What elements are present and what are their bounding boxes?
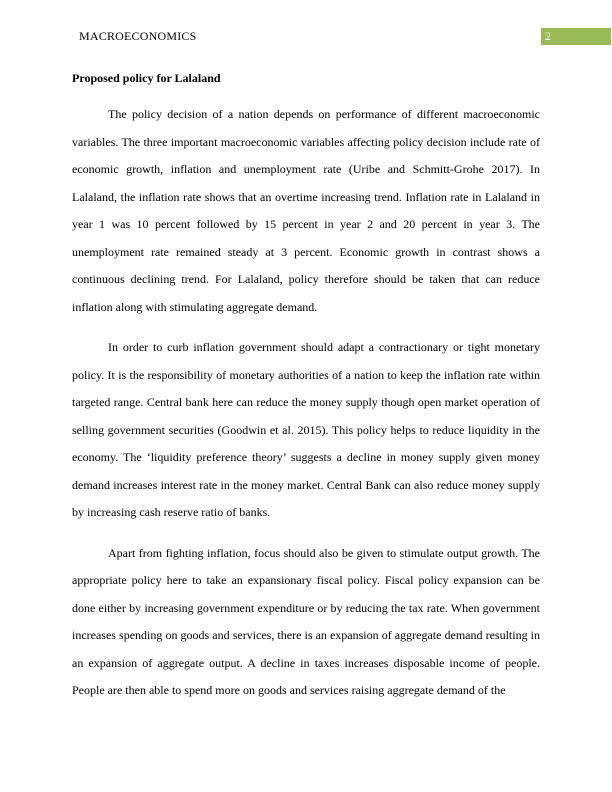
paragraph-1: The policy decision of a nation depends on performance of different macroeconomic variables. The three important macroeconomic variables affecting policy decision include rate of economic growth, inflation and unemployment rate (Uribe and Schmitt-Grohe 2017). In Lalaland, the inflation rate shows that an overtime increasing trend. Inflation rate in Lalaland in year 1 was 10 percent followed by 15 percent in year 2 and 20 percent in year 3. The unemployment rate remained steady at 3 percent. Economic growth in contrast shows a continuous declining trend. For Lalaland, policy therefore should be taken that can reduce inflation along with stimulating aggregate demand. <box>72 107 540 314</box>
page-number: 2 <box>541 28 611 45</box>
paragraph-3: Apart from fighting inflation, focus should also be given to stimulate output growth. The appropriate policy here to take an expansionary fiscal policy. Fiscal policy expansion can be done either by increasing government expenditure or by reducing the tax rate. When government increases spending on goods and services, there is an expansion of aggregate demand resulting in an expansion of aggregate output. A decline in taxes increases disposable income of people. People are then able to spend more on goods and services raising aggregate demand of the <box>72 545 540 697</box>
paragraph-2: In order to curb inflation government should adapt a contractionary or tight monetary policy. It is the responsibility of monetary authorities of a nation to keep the inflation rate within targeted range. Central bank here can reduce the money supply though open market operation of selling government securities (Goodwin et al. 2015). This policy helps to reduce liquidity in the economy. The ‘liquidity preference theory’ suggests a decline in money supply given money demand increases interest rate in the money market. Central Bank can also reduce money supply by increasing cash reserve ratio of banks. <box>72 340 540 519</box>
section-heading: Proposed policy for Lalaland <box>72 71 221 85</box>
page-header <box>79 28 612 46</box>
document-body <box>72 69 540 718</box>
running-head: MACROECONOMICS <box>79 29 197 43</box>
